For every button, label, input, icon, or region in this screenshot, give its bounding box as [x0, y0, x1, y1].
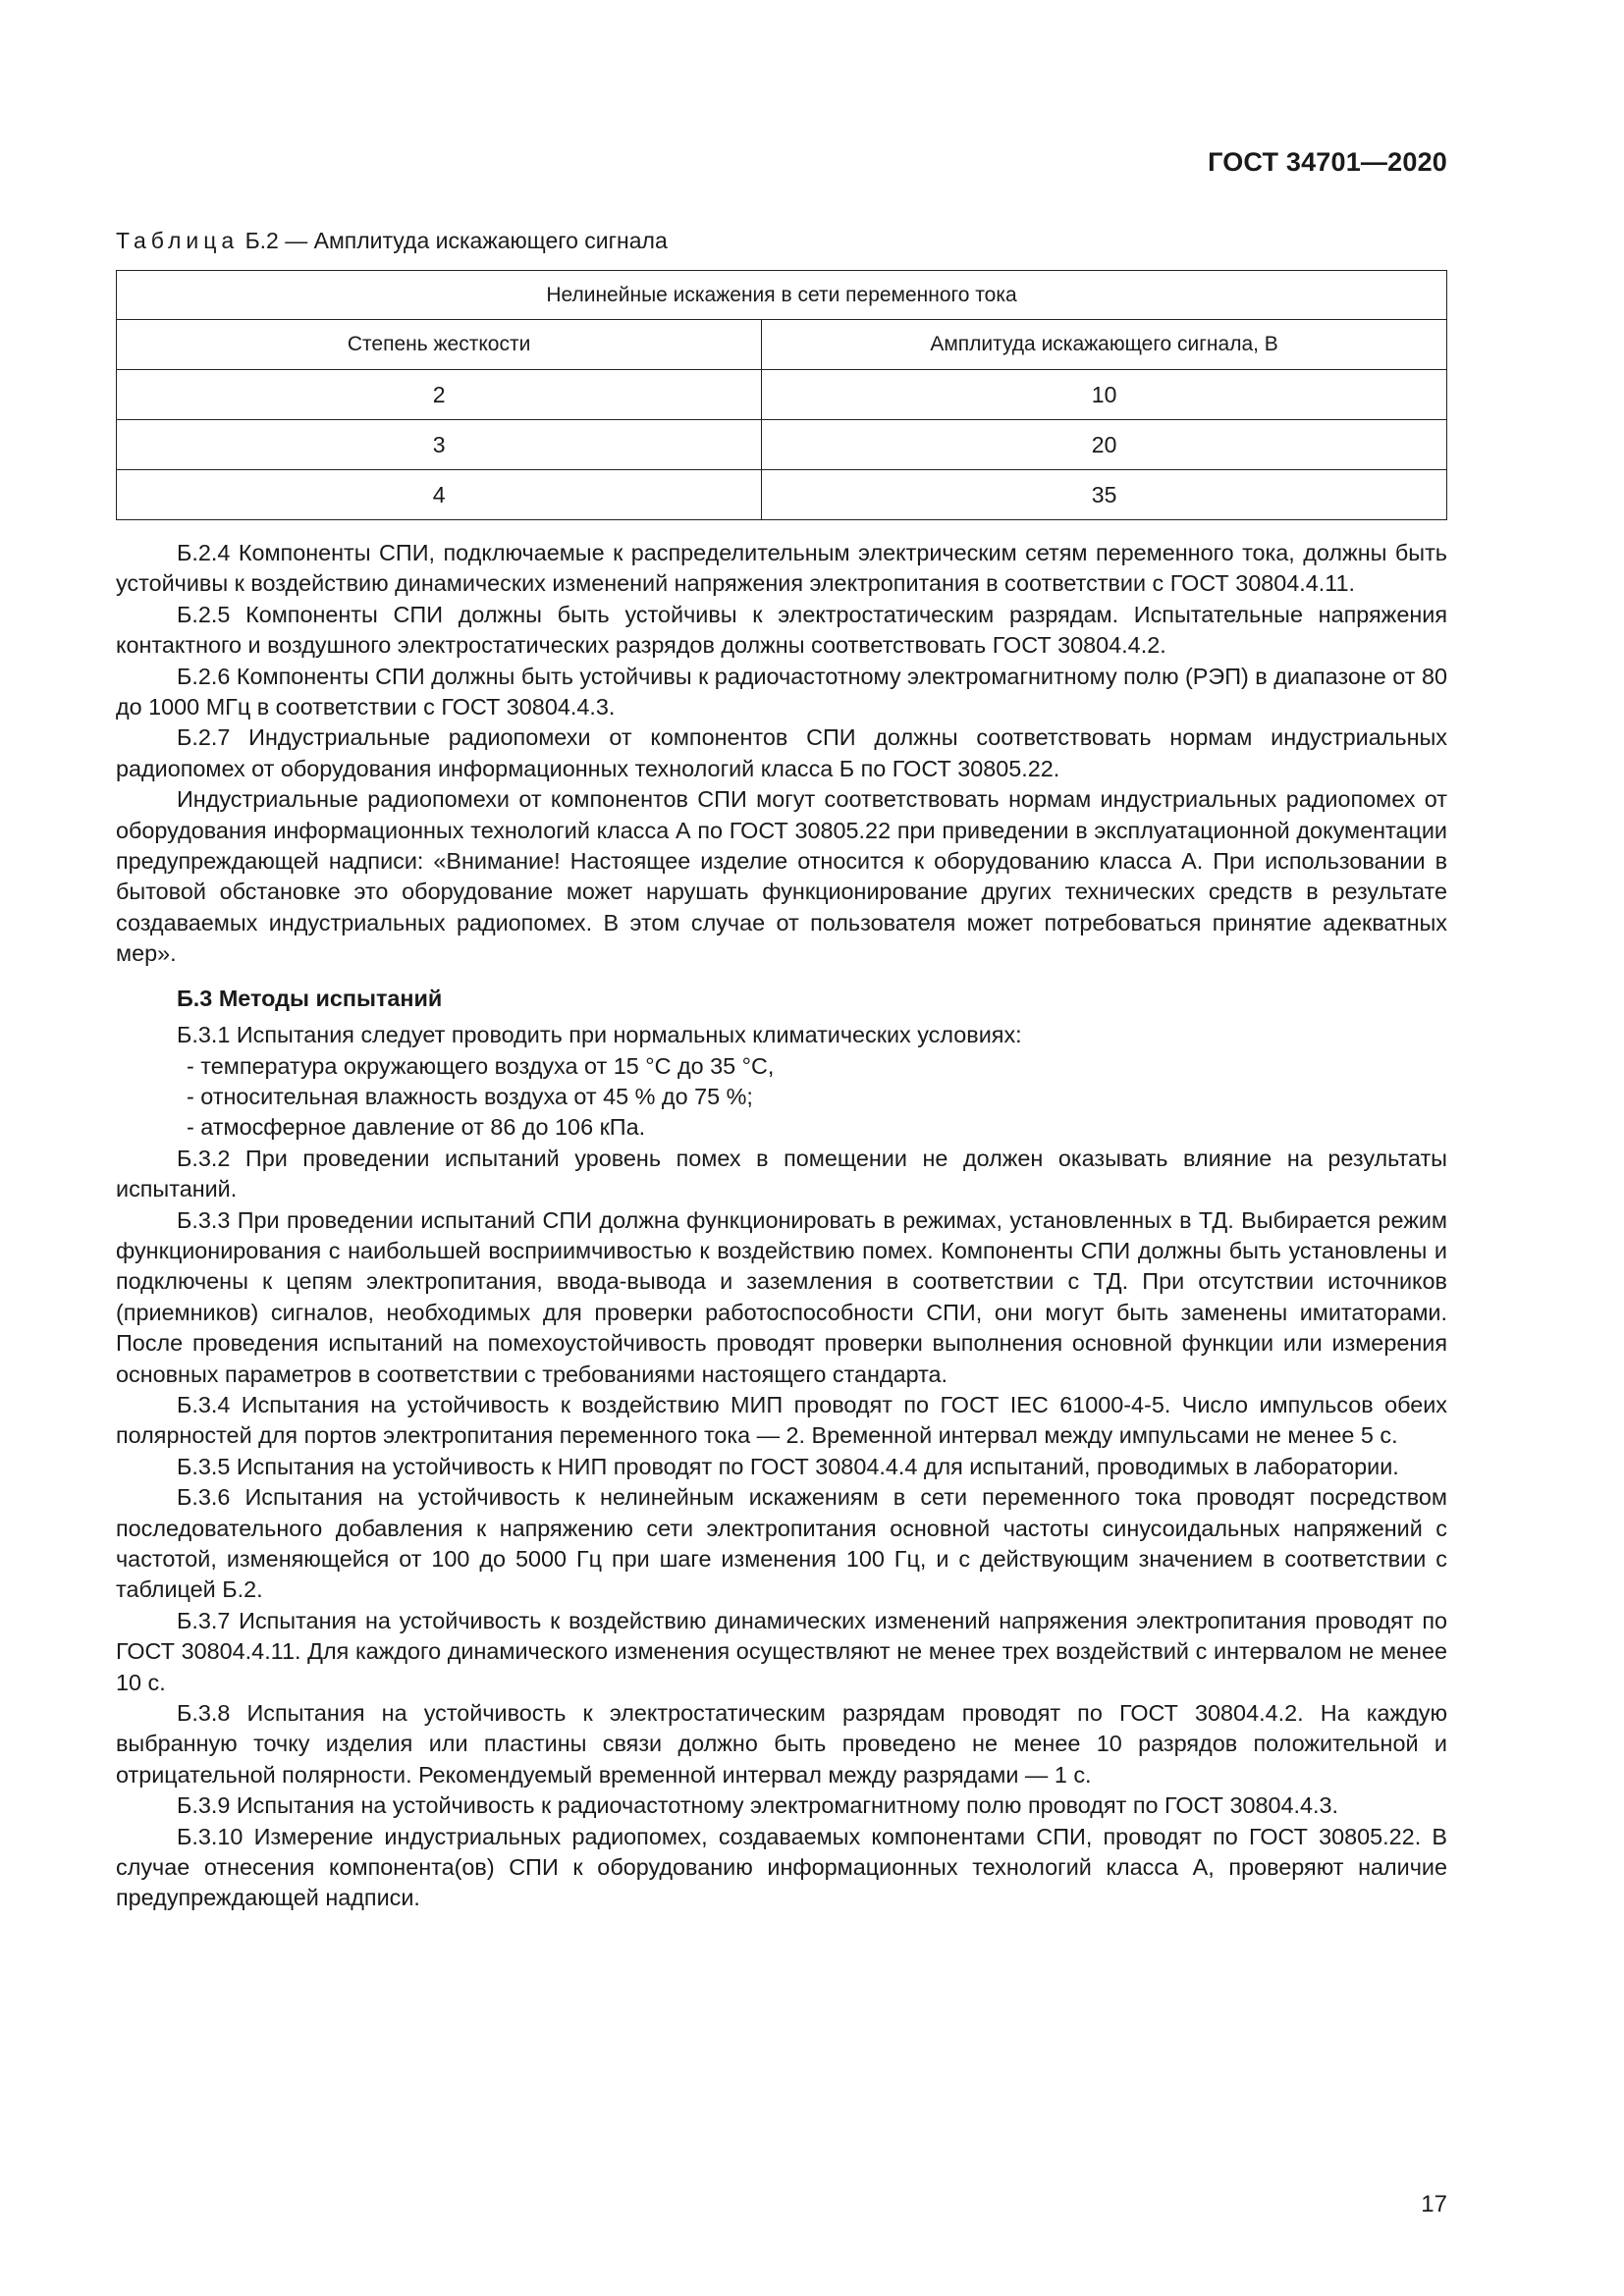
list-item-temperature: - температура окружающего воздуха от 15 °С до 35 °С,	[187, 1052, 775, 1079]
amplitude-table	[116, 270, 1447, 520]
cell-amplitude: 10	[762, 370, 1447, 420]
page-number: 17	[1421, 2191, 1447, 2217]
section-heading-b3: Б.3 Методы испытаний	[177, 985, 443, 1011]
table-caption-text: Б.2 — Амплитуда искажающего сигнала	[239, 228, 668, 253]
cell-degree: 3	[117, 420, 762, 470]
paragraph-b3-7: Б.3.7 Испытания на устойчивость к воздействию динамических изменений напряжения электропитания проводят по ГОСТ 30804.4.11. Для каждого динамического изменения осуществляют не менее трех воздействий с интервалом не менее 10 с.	[116, 1607, 1447, 1695]
list-item-pressure: - атмосферное давление от 86 до 106 кПа.	[187, 1114, 646, 1141]
paragraph-b2-7-note: Индустриальные радиопомехи от компонентов СПИ могут соответствовать нормам индустриальных радиопомех от оборудования информационных технологий класса А по ГОСТ 30805.22 при приведении в эксплуатационной документации предупреждающей надписи: «Внимание! Настоящее изделие относится к оборудованию класса А. При использовании в бытовой обстановке это оборудование может нарушать функционирование других технических средств в результате создаваемых индустриальных радиопомех. В этом случае от пользователя может потребоваться принятие адекватных мер».	[116, 786, 1447, 967]
paragraph-b3-6: Б.3.6 Испытания на устойчивость к нелинейным искажениям в сети переменного тока проводят посредством последовательного добавления к напряжению сети электропитания основной частоты синусоидальных напряжений с частотой, изменяющейся от 100 до 5000 Гц при шаге изменения 100 Гц, и с действующим значением в соответствии с таблицей Б.2.	[116, 1484, 1447, 1603]
paragraph-b3-8: Б.3.8 Испытания на устойчивость к электростатическим разрядам проводят по ГОСТ 30804.4.2. На каждую выбранную точку изделия или пластины связи должно быть проведено не менее 10 разрядов положительной и отрицательной полярности. Рекомендуемый временной интервал между разрядами — 1 с.	[116, 1700, 1447, 1788]
paragraph-b3-9: Б.3.9 Испытания на устойчивость к радиочастотному электромагнитному полю проводят по ГОСТ 30804.4.3.	[177, 1792, 1339, 1819]
cell-amplitude: 35	[762, 470, 1447, 520]
cell-degree: 2	[117, 370, 762, 420]
paragraph-b2-5: Б.2.5 Компоненты СПИ должны быть устойчивы к электростатическим разрядам. Испытательные напряжения контактного и воздушного электростатических разрядов должны соответствовать ГОСТ 30804.4.2.	[116, 601, 1447, 659]
table-caption-label: Таблица	[116, 228, 240, 253]
paragraph-b3-10: Б.3.10 Измерение индустриальных радиопомех, создаваемых компонентами СПИ, проводят по ГОСТ 30805.22. В случае отнесения компонента(ов) СПИ к оборудованию информационных технологий класса А, проверяют наличие предупреждающей надписи.	[116, 1823, 1447, 1911]
paragraph-b3-4: Б.3.4 Испытания на устойчивость к воздействию МИП проводят по ГОСТ IEC 61000-4-5. Число импульсов обеих полярностей для портов электропитания переменного тока — 2. Временной интервал между импульсами не менее 5 с.	[116, 1391, 1447, 1449]
table-caption	[116, 228, 668, 254]
paragraph-b2-7: Б.2.7 Индустриальные радиопомехи от компонентов СПИ должны соответствовать нормам индустриальных радиопомех от оборудования информационных технологий класса Б по ГОСТ 30805.22.	[116, 724, 1447, 781]
cell-degree: 4	[117, 470, 762, 520]
paragraph-b2-6: Б.2.6 Компоненты СПИ должны быть устойчивы к радиочастотному электромагнитному полю (РЭП) в диапазоне от 80 до 1000 МГц в соответствии с ГОСТ 30804.4.3.	[116, 663, 1447, 721]
table-title: Нелинейные искажения в сети переменного тока	[117, 271, 1447, 320]
paragraph-b3-5: Б.3.5 Испытания на устойчивость к НИП проводят по ГОСТ 30804.4.4 для испытаний, проводимых в лаборатории.	[177, 1453, 1399, 1479]
document-body	[116, 538, 1447, 1914]
table-row	[117, 470, 1447, 520]
paragraph-b2-4: Б.2.4 Компоненты СПИ, подключаемые к распределительным электрическим сетям переменного тока, должны быть устойчивы к воздействию динамических изменений напряжения электропитания в соответствии с ГОСТ 30804.4.11.	[116, 540, 1447, 597]
column-header-amplitude: Амплитуда искажающего сигнала, В	[762, 320, 1447, 370]
paragraph-b3-1: Б.3.1 Испытания следует проводить при нормальных климатических условиях:	[177, 1022, 1022, 1048]
paragraph-b3-3: Б.3.3 При проведении испытаний СПИ должна функционировать в режимах, установленных в ТД. Выбирается режим функционирования с наибольшей восприимчивостью к воздействию помех. Компоненты СПИ должны быть установлены и подключены к цепям электропитания, ввода-вывода и заземления в соответствии с ТД. При отсутствии источников (приемников) сигналов, необходимых для проверки работоспособности СПИ, они могут быть заменены имитаторами. После проведения испытаний на помехоустойчивость проводят проверки выполнения основной функции или измерения основных параметров в соответствии с требованиями настоящего стандарта.	[116, 1206, 1447, 1387]
list-item-humidity: - относительная влажность воздуха от 45 % до 75 %;	[187, 1083, 753, 1109]
cell-amplitude: 20	[762, 420, 1447, 470]
table-row	[117, 420, 1447, 470]
paragraph-b3-2: Б.3.2 При проведении испытаний уровень помех в помещении не должен оказывать влияние на результаты испытаний.	[116, 1145, 1447, 1202]
document-header: ГОСТ 34701—2020	[1208, 147, 1447, 177]
table-row	[117, 370, 1447, 420]
column-header-degree: Степень жесткости	[117, 320, 762, 370]
